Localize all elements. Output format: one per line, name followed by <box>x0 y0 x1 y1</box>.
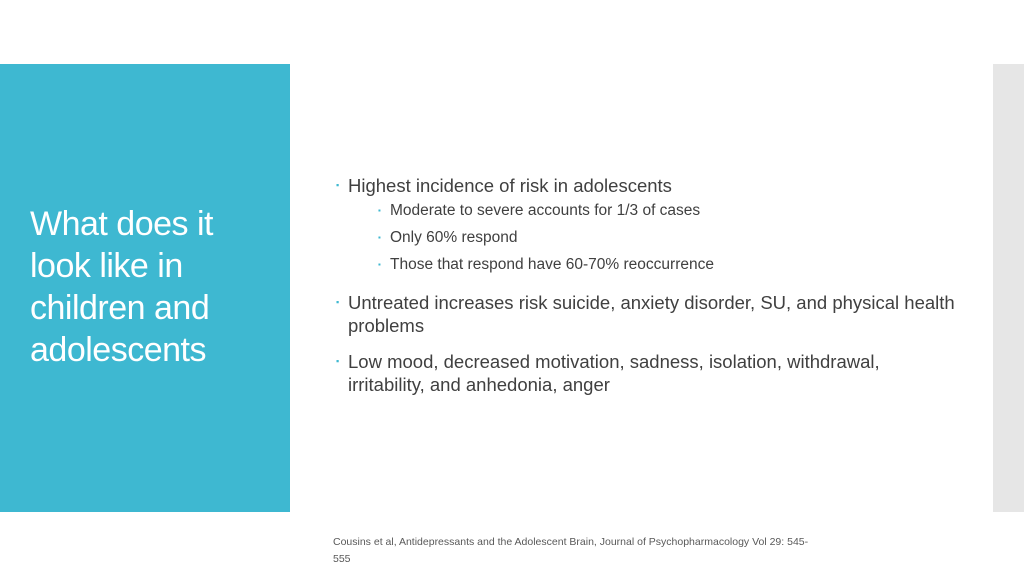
sub-bullet-item <box>377 224 955 251</box>
slide-title: What does it look like in children and adolescents <box>30 205 213 369</box>
bullet-text: Untreated increases risk suicide, anxiety disorder, SU, and physical health problems <box>348 292 955 336</box>
sub-bullet-text: Moderate to severe accounts for 1/3 of cases <box>390 202 701 219</box>
bullet-item <box>335 350 955 396</box>
bullet-text: Highest incidence of risk in adolescents <box>348 175 672 196</box>
bullet-icon: ▪ <box>378 233 381 242</box>
sub-bullet-item <box>377 197 955 224</box>
content-area <box>335 174 955 396</box>
sub-bullet-text: Only 60% respond <box>390 229 518 246</box>
sub-bullet-text: Those that respond have 60-70% reoccurrence <box>390 256 714 273</box>
bullet-item <box>335 174 955 197</box>
bullet-icon: ▪ <box>336 297 340 307</box>
bullet-icon: ▪ <box>378 206 381 215</box>
right-gray-bar <box>993 64 1024 512</box>
sub-bullet-list <box>335 197 955 278</box>
bullet-text: Low mood, decreased motivation, sadness, isolation, withdrawal, irritability, and anhedonia, anger <box>348 351 880 395</box>
citation-footer: Cousins et al, Antidepressants and the Adolescent Brain, Journal of Psychopharmacology Vol 29: 545-555 <box>333 536 809 565</box>
bullet-item <box>335 291 955 337</box>
bullet-icon: ▪ <box>336 356 340 366</box>
bullet-icon: ▪ <box>378 260 381 269</box>
sub-bullet-item <box>377 251 955 278</box>
bullet-icon: ▪ <box>336 180 340 190</box>
